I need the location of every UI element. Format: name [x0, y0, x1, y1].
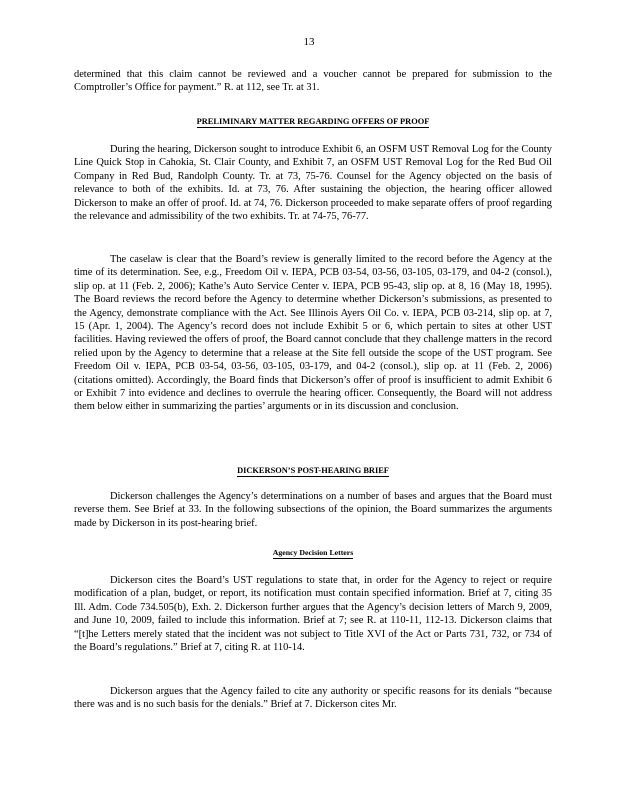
paragraph-text: Dickerson argues that the Agency failed to cite any authority or specific reasons for its denials “because there was and is no such basis for the denials.” Brief at 7. Dickerson cites Mr. — [74, 686, 552, 711]
subsection-heading-decision-letters — [74, 548, 552, 557]
paragraph-text: During the hearing, Dickerson sought to introduce Exhibit 6, an OSFM UST Removal Log for the County Line Quick Stop in Cahokia, St. Clair County, and Exhibit 7, an OSFM UST Removal Log for the Red Bud Oil Company in Red Bud, Randolph County. Tr. at 73, 75-76. Counsel for the Agency objected on the basis of relevance to both of the exhibits. Id. at 73, 76. After sustaining the objection, the hearing officer allowed Dickerson to make an offer of proof. Id. at 74, 76. Dickerson proceeded to make separate offers of proof regarding the relevance and admissibility of the two exhibits. Tr. at 74-75, 76-77. — [74, 144, 552, 223]
paragraph-decision-letters — [74, 574, 552, 654]
paragraph-text: Dickerson challenges the Agency’s determinations on a number of bases and argues that the Board must reverse them. See Brief at 33. In the following subsections of the opinion, the Board summarizes the arguments made by Dickerson in its post-hearing brief. — [74, 491, 552, 529]
paragraph-challenges — [74, 490, 552, 530]
paragraph-text: The caselaw is clear that the Board’s review is generally limited to the record before the Agency at the time of its determination. See, e.g., Freedom Oil v. IEPA, PCB 03-54, 03-56, 03-105, 03-179, and 04-2 (consol.), slip op. at 11 (Feb. 2, 2006); Kathe’s Auto Service Center v. IEPA, PCB 95-43, slip op. at 8, 16 (May 18, 1995). The Board reviews the record before the Agency to determine whether Dickerson’s submissions, as presented to the Agency, demonstrate compliance with the Act. See Illinois Ayers Oil Co. v. IEPA, PCB 03-214, slip op. at 7, 15 (Apr. 1, 2004). The Agency’s record does not include Exhibit 5 or 6, which pertain to sites at other UST facilities. Having reviewed the offers of proof, the Board cannot conclude that they challenge matters in the record relied upon by the Agency to determine that a release at the Site fell outside the scope of the UST program. See Freedom Oil v. IEPA, PCB 03-54, 03-56, 03-105, 03-179, and 04-2 (consol.), slip op. at 11 (Feb. 2, 2006) (citations omitted). Accordingly, the Board finds that Dickerson’s offer of proof is insufficient to admit Exhibit 6 or Exhibit 7 into evidence and declines to overrule the hearing officer. Consequently, the Board will not address them below either in summarizing the parties’ arguments or in its discussion and conclusion. — [74, 254, 552, 413]
heading-text: DICKERSON’S POST-HEARING BRIEF — [237, 466, 389, 475]
paragraph-offers-of-proof — [74, 143, 552, 223]
paragraph-text: Dickerson cites the Board’s UST regulations to state that, in order for the Agency to reject or require modification of a plan, budget, or report, its notification must contain specified information. Brief at 7, citing 35 Ill. Adm. Code 734.505(b), Exh. 2. Dickerson further argues that the Agency’s decision letters of March 9, 2009, and June 10, 2009, failed to include this information. Brief at 7; see R. at 110-11, 112-13. Dickerson claims that “[t]he Letters merely stated that the incident was not subject to Title XVI of the Act or Parts 731, 732, or 734 of the Board’s regulations.” Brief at 7, citing R. at 110-14. — [74, 575, 552, 654]
section-heading-offers-of-proof — [74, 117, 552, 126]
intro-paragraph — [74, 68, 552, 95]
heading-text: PRELIMINARY MATTER REGARDING OFFERS OF PROOF — [196, 117, 430, 126]
intro-text: determined that this claim cannot be reviewed and a voucher cannot be prepared for submission to the Comptroller’s Office for payment.” R. at 112, see Tr. at 31. — [74, 69, 552, 94]
paragraph-no-authority — [74, 685, 552, 712]
page-number: 13 — [303, 36, 315, 48]
paragraph-caselaw — [74, 253, 552, 414]
section-heading-post-hearing-brief — [74, 466, 552, 475]
subheading-text: Agency Decision Letters — [272, 548, 354, 557]
